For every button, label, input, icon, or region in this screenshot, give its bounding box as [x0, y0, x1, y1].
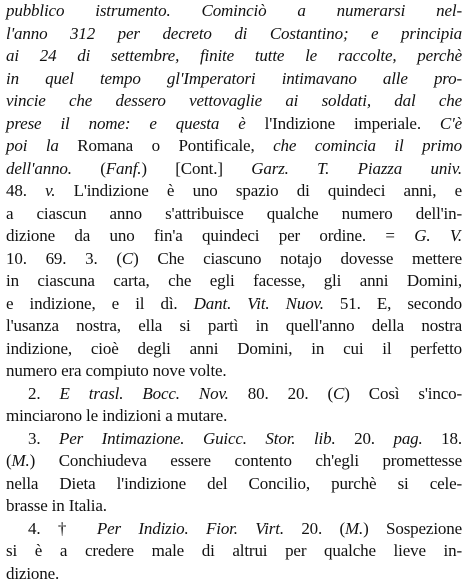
text-segment: 80. 20. ( [229, 384, 333, 403]
text-segment: ) Sospezione [363, 519, 462, 538]
text-segment: ) Che ciascuno notajo dovesse mettere [133, 249, 462, 268]
italic-text-segment: M. [345, 519, 363, 538]
italic-text-segment: Per Indizio. Fior. Virt. [97, 519, 284, 538]
text-segment: dizione da uno fin'a quindeci per ordine. = [6, 226, 414, 245]
italic-text-segment: Fanf. [106, 159, 142, 178]
text-line [6, 450, 462, 473]
italic-text-segment: ai 24 di settembre, finite tutte le raccolte, perchè [6, 46, 462, 65]
text-segment: 10. 69. 3. ( [6, 249, 122, 268]
text-line [6, 405, 462, 428]
text-line [6, 225, 462, 248]
italic-text-segment: pag. [393, 429, 422, 448]
italic-text-segment: Garz. T. Piazza univ. [251, 159, 462, 178]
text-segment: 4. † [28, 519, 97, 538]
italic-text-segment: C'è [421, 114, 462, 133]
italic-text-segment: prese il nome: e questa è [6, 114, 265, 133]
italic-text-segment: poi la [6, 136, 77, 155]
text-line [6, 338, 462, 361]
italic-text-segment: Per Intimazione. Guicc. Stor. lib. [59, 429, 336, 448]
text-line [6, 68, 462, 91]
text-segment: in ciascuna carta, che egli facesse, gli anni Domini, [6, 271, 462, 290]
text-segment: 3. [28, 429, 59, 448]
text-line [6, 248, 462, 271]
text-line [28, 383, 462, 406]
italic-text-segment: Dant. Vit. Nuov. [194, 294, 324, 313]
text-segment: minciarono le indizioni a mutare. [6, 406, 227, 425]
text-segment: L'indizione è uno spazio di quindeci anni, e [55, 181, 462, 200]
text-segment: 2. [28, 384, 60, 403]
text-line [6, 135, 462, 158]
text-line [28, 428, 462, 451]
italic-text-segment: C [333, 384, 344, 403]
italic-text-segment: C [122, 249, 133, 268]
text-line [6, 45, 462, 68]
text-line [6, 270, 462, 293]
text-line [6, 293, 462, 316]
text-segment: a ciascun anno s'attribuisce qualche numero dell'in- [6, 204, 462, 223]
italic-text-segment: pubblico istrumento. Cominciò a numerarsi nel- [6, 1, 462, 20]
text-line [28, 518, 462, 541]
text-segment: 48. [6, 181, 45, 200]
text-segment: indizione, cioè degli anni Domini, in cui il perfetto [6, 339, 462, 358]
italic-text-segment: l'anno 312 per decreto di Costantino; e principia [6, 24, 462, 43]
text-segment: brasse in Italia. [6, 496, 107, 515]
text-line [6, 203, 462, 226]
text-segment: 20. ( [284, 519, 345, 538]
text-line [6, 90, 462, 113]
text-line [6, 23, 462, 46]
text-line [6, 180, 462, 203]
text-line [6, 563, 462, 585]
italic-text-segment: in quel tempo gl'Imperatori intimavano alle pro- [6, 69, 462, 88]
text-segment: Romana o Pontificale, [77, 136, 254, 155]
text-segment: nella Dieta l'indizione del Concilio, purchè si cele- [6, 474, 462, 493]
text-line [6, 473, 462, 496]
text-line [6, 360, 462, 383]
text-line [6, 495, 462, 518]
text-line [6, 158, 462, 181]
text-segment: ) Conchiudeva essere contento ch'egli promettesse [30, 451, 462, 470]
text-segment: e indizione, e il dì. [6, 294, 194, 313]
text-segment: l'Indizione imperiale. [265, 114, 421, 133]
text-line [6, 113, 462, 136]
text-segment: 20. [336, 429, 394, 448]
text-segment: ) Così s'inco- [344, 384, 462, 403]
text-line [6, 0, 462, 23]
text-segment: 51. E, secondo [324, 294, 462, 313]
text-segment: dizione. [6, 564, 59, 583]
text-line [6, 540, 462, 563]
italic-text-segment: M. [12, 451, 30, 470]
italic-text-segment: G. V. [414, 226, 462, 245]
text-segment: si è a credere male di altrui per qualche lieve in- [6, 541, 462, 560]
italic-text-segment: v. [45, 181, 55, 200]
italic-text-segment: dell'anno. [6, 159, 72, 178]
italic-text-segment: E trasl. Bocc. Nov. [60, 384, 229, 403]
text-segment: l'usanza nostra, ella si partì in quell'anno della nostra [6, 316, 462, 335]
text-segment: ) [Cont.] [141, 159, 251, 178]
text-segment: numero era compiuto nove volte. [6, 361, 227, 380]
italic-text-segment: che comincia il primo [255, 136, 462, 155]
text-segment: ( [72, 159, 106, 178]
text-line [6, 315, 462, 338]
text-segment: 18. [423, 429, 462, 448]
text-segment: ( [6, 451, 12, 470]
italic-text-segment: vincie che dessero vettovaglie ai soldati, dal che [6, 91, 462, 110]
